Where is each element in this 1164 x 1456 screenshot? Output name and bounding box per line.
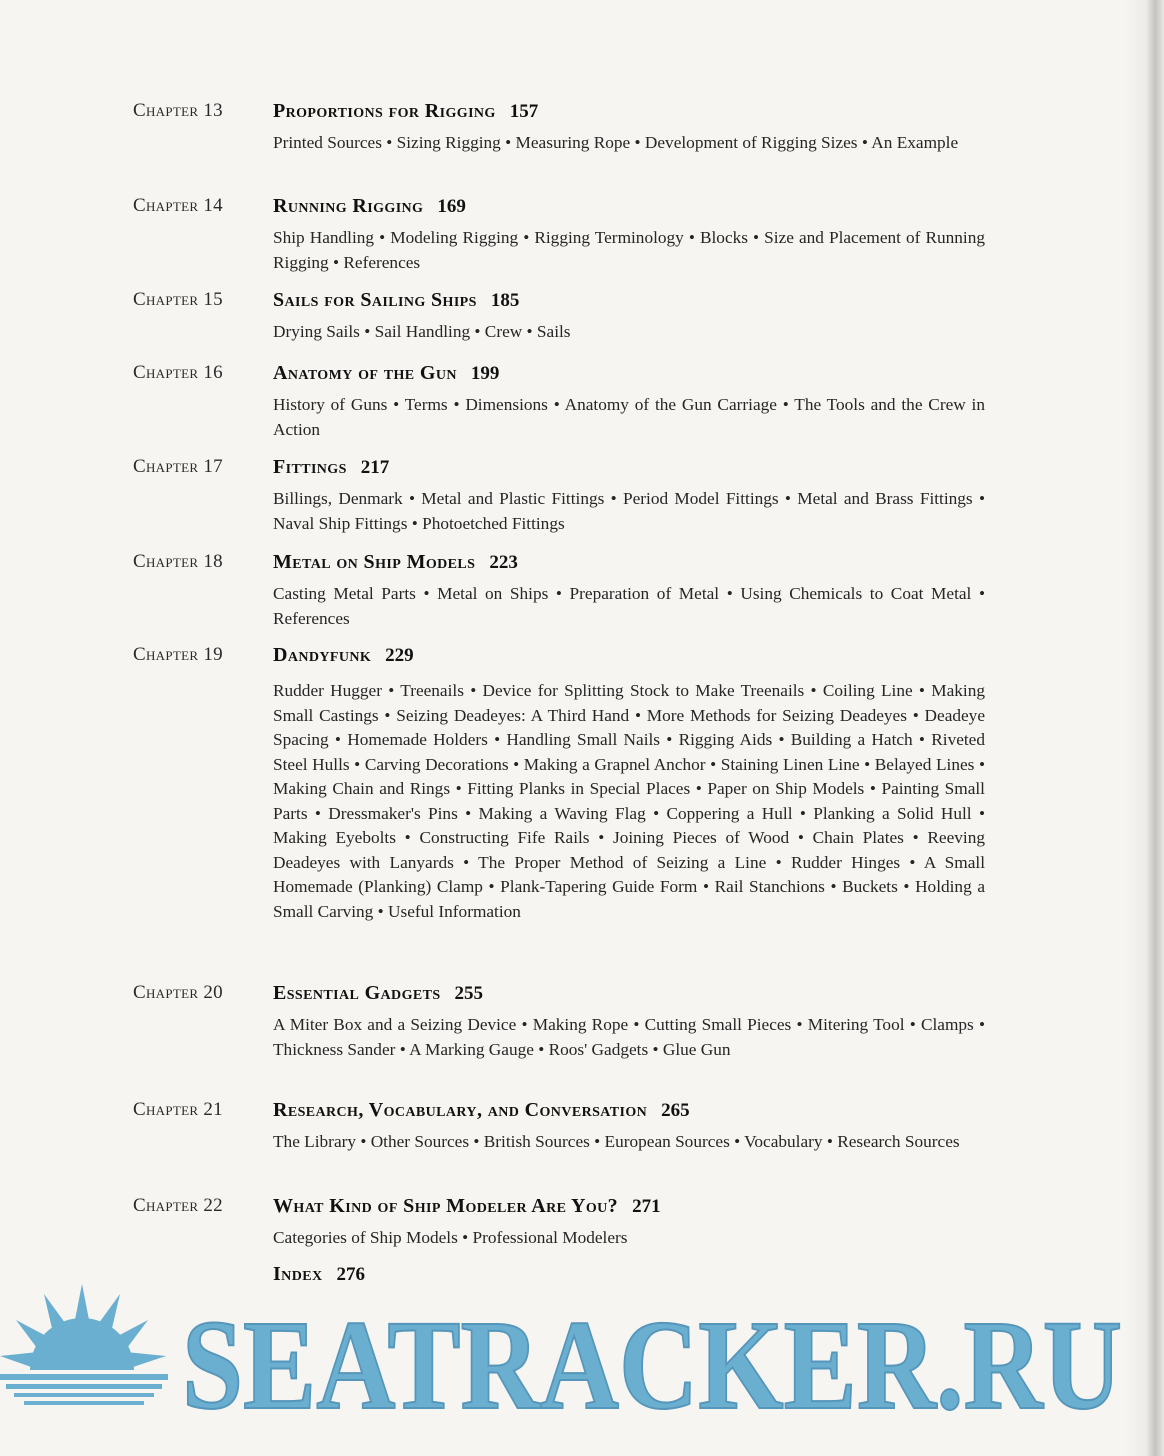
chapter-page: 229	[385, 645, 414, 666]
chapter-entry	[133, 193, 985, 287]
chapter-topics: A Miter Box and a Seizing Device • Making Rope • Cutting Small Pieces • Mitering Tool • Clamps • Thickness Sander • A Marking Gauge • Roos' Gadgets • Glue Gun	[273, 1015, 985, 1059]
chapter-title: Sails for Sailing Ships	[273, 289, 477, 311]
seatracker-watermark	[0, 1282, 1164, 1442]
chapter-entry	[133, 1193, 985, 1261]
chapter-page: 271	[632, 1196, 661, 1217]
chapter-entry	[133, 549, 985, 642]
chapter-entry	[133, 98, 985, 193]
chapter-title: Research, Vocabulary, and Conversation	[273, 1099, 648, 1121]
chapter-page: 223	[489, 552, 518, 573]
chapter-page: 199	[470, 363, 500, 384]
chapter-page: 185	[490, 290, 520, 311]
chapter-topics: Drying Sails • Sail Handling • Crew • Sails	[273, 322, 571, 341]
watermark-text: SEATRACKER.RU	[182, 1294, 1122, 1436]
index-page: 276	[336, 1264, 365, 1285]
chapter-entry	[133, 1097, 985, 1193]
chapter-page: 255	[454, 983, 484, 1004]
chapter-label: Chapter 17	[133, 456, 223, 477]
chapter-title: What Kind of Ship Modeler Are You?	[273, 1195, 619, 1217]
chapter-label: Chapter 16	[133, 362, 223, 383]
chapter-topics: Ship Handling • Modeling Rigging • Rigging Terminology • Blocks • Size and Placement of Running Rigging • References	[273, 228, 985, 272]
chapter-label: Chapter 21	[133, 1099, 223, 1120]
chapter-label: Chapter 19	[133, 644, 223, 665]
chapter-topics: History of Guns • Terms • Dimensions • Anatomy of the Gun Carriage • The Tools and the Crew in Action	[273, 395, 985, 439]
index-title: Index	[273, 1263, 323, 1285]
chapter-title: Dandyfunk	[273, 644, 372, 666]
chapter-label: Chapter 20	[133, 982, 223, 1003]
chapter-topics: Categories of Ship Models • Professional Modelers	[273, 1228, 628, 1247]
chapter-title: Proportions for Rigging	[273, 100, 496, 122]
chapter-entry	[133, 360, 985, 454]
chapter-topics: Rudder Hugger • Treenails • Device for Splitting Stock to Make Treenails • Coiling Line • Making Small Castings • Seizing Deadeyes: A Third Hand • More Methods for Seizing Deadeyes • Deadeye Spacing • Homemade Holders • Handling Small Nails • Rigging Aids • Building a Hatch • Riveted Steel Hulls • Carving Decorations • Making a Grapnel Anchor • Staining Linen Line • Belayed Lines • Making Chain and Rings • Fitting Planks in Special Places • Paper on Ship Models • Painting Small Parts • Dressmaker's Pins • Making a Waving Flag • Coppering a Hull • Planking a Solid Hull • Making Eyebolts • Constructing Fife Rails • Joining Pieces of Wood • Chain Plates • Reeving Deadeyes with Lanyards • The Proper Method of Seizing a Line • Rudder Hinges • A Small Homemade (Planking) Clamp • Plank-Tapering Guide Form • Rail Stanchions • Buckets • Holding a Small Carving • Useful Information	[273, 681, 985, 921]
chapter-page: 157	[509, 101, 539, 122]
chapter-title: Essential Gadgets	[273, 982, 441, 1004]
table-of-contents	[133, 98, 985, 1288]
chapter-page: 169	[437, 196, 466, 217]
chapter-title: Running Rigging	[273, 195, 424, 217]
chapter-label: Chapter 22	[133, 1195, 223, 1216]
chapter-entry	[133, 287, 985, 360]
chapter-title: Anatomy of the Gun	[273, 362, 457, 384]
chapter-title: Fittings	[273, 456, 347, 478]
chapter-label: Chapter 13	[133, 100, 223, 121]
chapter-label: Chapter 14	[133, 195, 223, 216]
chapter-topics: Printed Sources • Sizing Rigging • Measuring Rope • Development of Rigging Sizes • An Example	[273, 133, 959, 152]
chapter-entry	[133, 642, 985, 980]
page-edge-shadow	[1124, 0, 1164, 1456]
chapter-topics: The Library • Other Sources • British Sources • European Sources • Vocabulary • Research Sources	[273, 1132, 960, 1151]
chapter-title: Metal on Ship Models	[273, 551, 476, 573]
chapter-label: Chapter 15	[133, 289, 223, 310]
chapter-topics: Casting Metal Parts • Metal on Ships • Preparation of Metal • Using Chemicals to Coat Metal • References	[273, 584, 985, 628]
chapter-entry	[133, 980, 985, 1097]
chapter-page: 217	[360, 457, 390, 478]
chapter-entry	[133, 454, 985, 549]
sun-logo-icon	[0, 1284, 168, 1405]
chapter-label: Chapter 18	[133, 551, 223, 572]
chapter-topics: Billings, Denmark • Metal and Plastic Fittings • Period Model Fittings • Metal and Brass Fittings • Naval Ship Fittings • Photoetched Fittings	[273, 489, 985, 533]
chapter-page: 265	[661, 1100, 690, 1121]
